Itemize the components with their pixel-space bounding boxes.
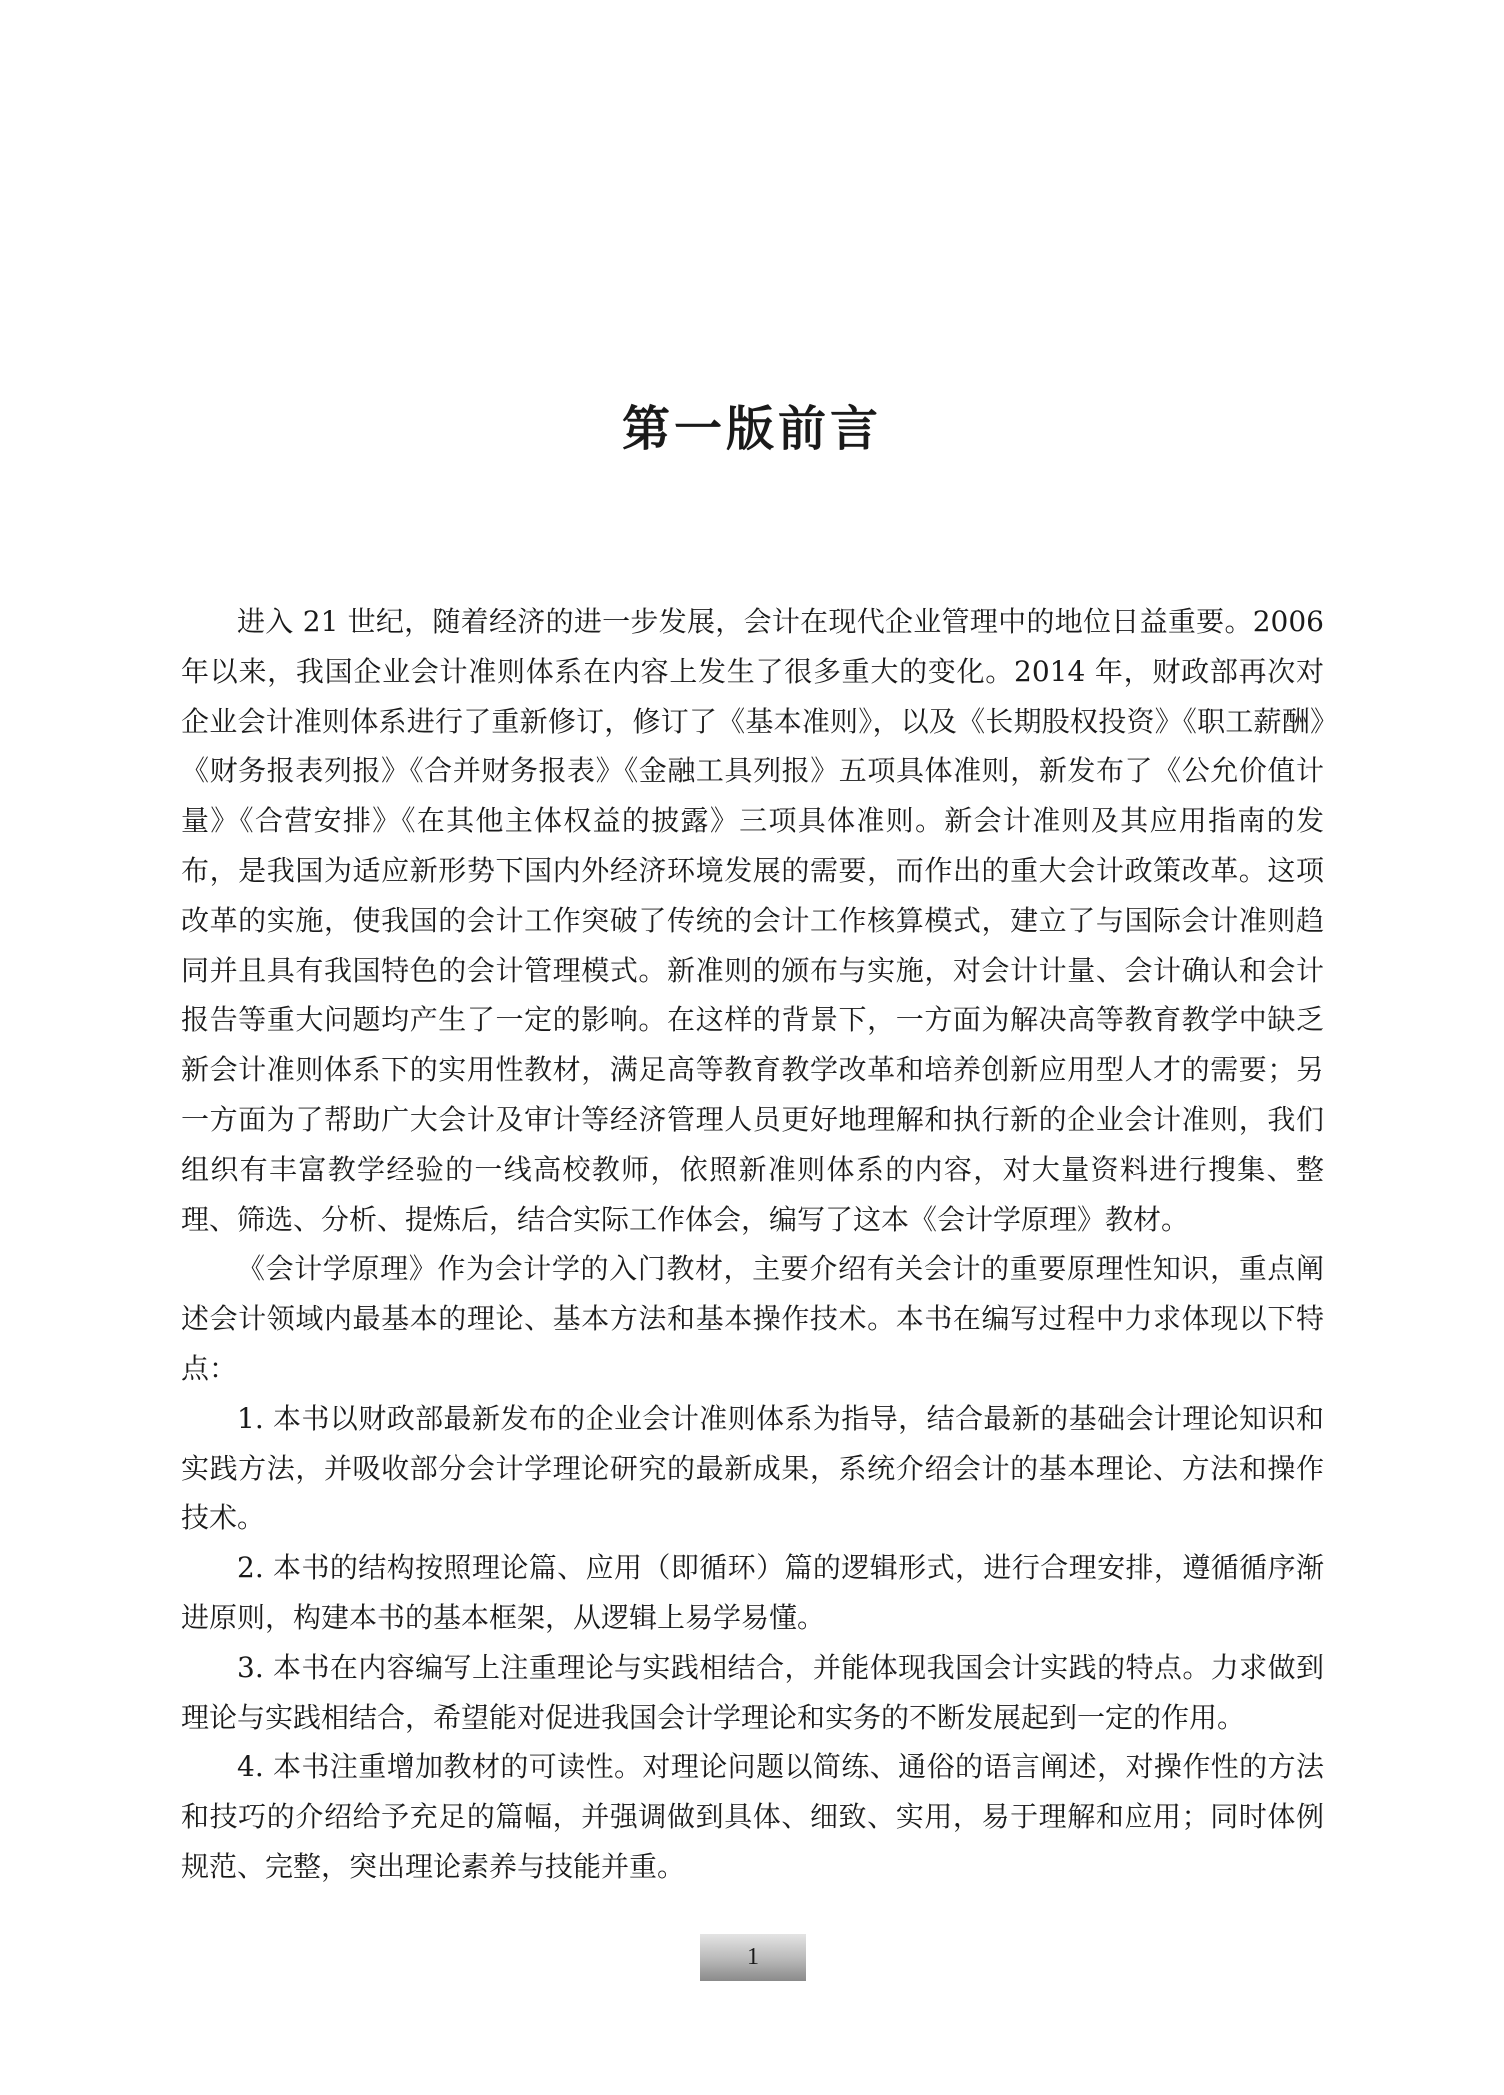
preface-body [181,597,1324,1892]
paragraph-intro: 进入 21 世纪，随着经济的进一步发展，会计在现代企业管理中的地位日益重要。2006 年以来，我国企业会计准则体系在内容上发生了很多重大的变化。2014 年，财政部再次对企业会计准则体系进行了重新修订，修订了《基本准则》，以及《长期股权投资》《职工薪酬》《财务报表列报》《合并财务报表》《金融工具列报》五项具体准则，新发布了《公允价值计量》《合营安排》《在其他主体权益的披露》三项具体准则。新会计准则及其应用指南的发布，是我国为适应新形势下国内外经济环境发展的需要，而作出的重大会计政策改革。这项改革的实施，使我国的会计工作突破了传统的会计工作核算模式，建立了与国际会计准则趋同并且具有我国特色的会计管理模式。新准则的颁布与实施，对会计计量、会计确认和会计报告等重大问题均产生了一定的影响。在这样的背景下，一方面为解决高等教育教学中缺乏新会计准则体系下的实用性教材，满足高等教育教学改革和培养创新应用型人才的需要；另一方面为了帮助广大会计及审计等经济管理人员更好地理解和执行新的企业会计准则，我们组织有丰富教学经验的一线高校教师，依照新准则体系的内容，对大量资料进行搜集、整理、筛选、分析、提炼后，结合实际工作体会，编写了这本《会计学原理》教材。 [181,605,1324,1236]
paragraph-feature-1: 1. 本书以财政部最新发布的企业会计准则体系为指导，结合最新的基础会计理论知识和实践方法，并吸收部分会计学理论研究的最新成果，系统介绍会计的基本理论、方法和操作技术。 [181,1401,1324,1535]
paragraph-feature-2: 2. 本书的结构按照理论篇、应用（即循环）篇的逻辑形式，进行合理安排，遵循循序渐进原则，构建本书的基本框架，从逻辑上易学易懂。 [181,1551,1324,1634]
page-number: 1 [700,1934,806,1981]
paragraph-overview: 《会计学原理》作为会计学的入门教材，主要介绍有关会计的重要原理性知识，重点阐述会计领域内最基本的理论、基本方法和基本操作技术。本书在编写过程中力求体现以下特点： [181,1252,1324,1385]
page-title: 第一版前言 [621,401,882,457]
paragraph-feature-3: 3. 本书在内容编写上注重理论与实践相结合，并能体现我国会计实践的特点。力求做到理论与实践相结合，希望能对促进我国会计学理论和实务的不断发展起到一定的作用。 [181,1650,1324,1734]
paragraph-feature-4: 4. 本书注重增加教材的可读性。对理论问题以简练、通俗的语言阐述，对操作性的方法和技巧的介绍给予充足的篇幅，并强调做到具体、细致、实用，易于理解和应用；同时体例规范、完整，突出理论素养与技能并重。 [181,1750,1324,1883]
